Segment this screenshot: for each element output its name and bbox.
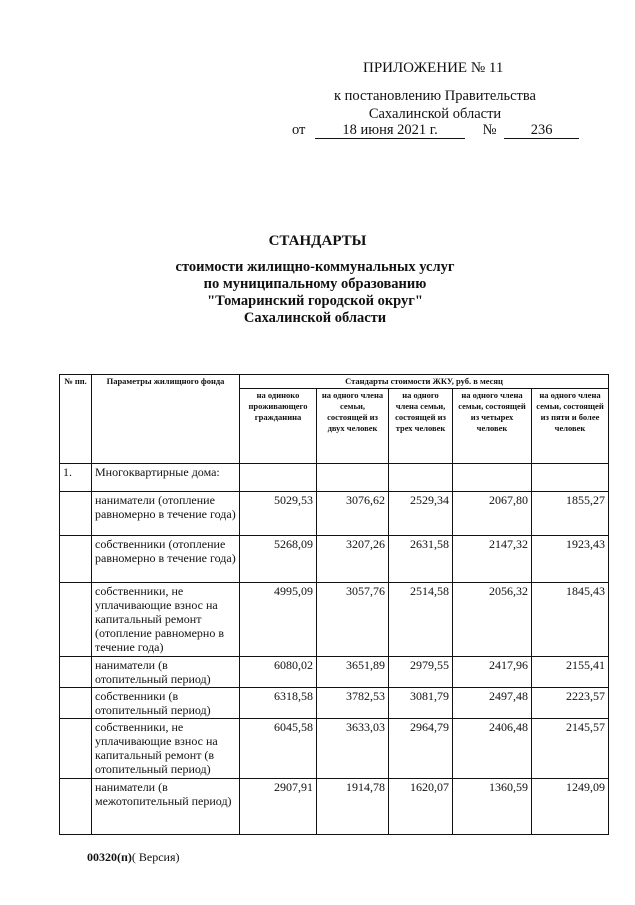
- standards-table: [59, 374, 609, 835]
- cell-value: 5029,53: [240, 492, 317, 536]
- section-label: Многоквартирные дома:: [92, 464, 240, 492]
- decree-date: 18 июня 2021 г.: [315, 122, 465, 139]
- cell-value: 2406,48: [453, 719, 532, 779]
- header-col-four: на одного члена семьи, состоящей из четырех человек: [453, 389, 532, 464]
- cell-value: 3633,03: [317, 719, 389, 779]
- cell-value: 1360,59: [453, 779, 532, 835]
- cell-value: 2529,34: [389, 492, 453, 536]
- cell-value: 3207,26: [317, 536, 389, 583]
- cell-value: 3081,79: [389, 688, 453, 719]
- decree-line: к постановлению Правительства: [334, 88, 536, 104]
- cell-value: 2907,91: [240, 779, 317, 835]
- row-label: собственники, не уплачивающие взнос на капитальный ремонт (в отопительный период): [92, 719, 240, 779]
- decree-date-row: [292, 122, 579, 139]
- cell-value: 2223,57: [532, 688, 609, 719]
- table-row: [60, 657, 609, 688]
- table-row: [60, 464, 609, 492]
- cell-value: 1923,43: [532, 536, 609, 583]
- document-version: ( Версия): [131, 850, 180, 864]
- cell-value: 2417,96: [453, 657, 532, 688]
- document-code: 00320(п): [87, 850, 132, 864]
- cell-value: 1845,43: [532, 583, 609, 657]
- cell-value: 2155,41: [532, 657, 609, 688]
- header-parameters: Параметры жилищного фонда: [92, 375, 240, 464]
- cell-value: 3651,89: [317, 657, 389, 688]
- cell-value: 2147,32: [453, 536, 532, 583]
- table-row: [60, 583, 609, 657]
- subtitle-line: "Томаринский городской округ": [207, 293, 423, 309]
- appendix-title: ПРИЛОЖЕНИЕ № 11: [363, 60, 504, 76]
- header-col-two: на одного члена семьи, состоящей из двух человек: [317, 389, 389, 464]
- number-prefix: №: [482, 122, 497, 138]
- cell-value: 1914,78: [317, 779, 389, 835]
- cell-value: 6318,58: [240, 688, 317, 719]
- cell-value: 5268,09: [240, 536, 317, 583]
- cell-value: 2497,48: [453, 688, 532, 719]
- cell-value: 2964,79: [389, 719, 453, 779]
- cell-value: 1249,09: [532, 779, 609, 835]
- header-standards-group: Стандарты стоимости ЖКУ, руб. в месяц: [240, 375, 609, 389]
- cell-value: 2067,80: [453, 492, 532, 536]
- document-footer: [87, 850, 180, 865]
- document-title: СТАНДАРТЫ: [268, 233, 367, 249]
- row-label: наниматели (в межотопительный период): [92, 779, 240, 835]
- cell-value: 1855,27: [532, 492, 609, 536]
- row-label: собственники (в отопительный период): [92, 688, 240, 719]
- cell-value: 2056,32: [453, 583, 532, 657]
- row-label: наниматели (отопление равномерно в течение года): [92, 492, 240, 536]
- row-label: собственники, не уплачивающие взнос на капитальный ремонт (отопление равномерно в течение года): [92, 583, 240, 657]
- cell-value: 3782,53: [317, 688, 389, 719]
- header-col-five: на одного члена семьи, состоящей из пяти и более человек: [532, 389, 609, 464]
- decree-line: Сахалинской области: [368, 106, 502, 122]
- cell-value: 2631,58: [389, 536, 453, 583]
- table-row: [60, 719, 609, 779]
- header-number: № пп.: [60, 375, 92, 464]
- cell-value: 3076,62: [317, 492, 389, 536]
- decree-number: 236: [504, 122, 579, 139]
- cell-value: 2979,55: [389, 657, 453, 688]
- cell-value: 4995,09: [240, 583, 317, 657]
- cell-value: 1620,07: [389, 779, 453, 835]
- decree-reference: [290, 87, 580, 123]
- date-prefix: от: [292, 122, 306, 138]
- row-index: 1.: [60, 464, 92, 492]
- cell-value: 2145,57: [532, 719, 609, 779]
- table-row: [60, 779, 609, 835]
- cell-value: 6080,02: [240, 657, 317, 688]
- subtitle-line: стоимости жилищно-коммунальных услуг: [175, 259, 455, 275]
- row-label: собственники (отопление равномерно в течение года): [92, 536, 240, 583]
- subtitle-line: по муниципальному образованию: [203, 276, 427, 292]
- document-subtitle: [150, 259, 480, 327]
- table-row: [60, 492, 609, 536]
- cell-value: 3057,76: [317, 583, 389, 657]
- header-col-three: на одного члена семьи, состоящей из трех человек: [389, 389, 453, 464]
- subtitle-line: Сахалинской области: [243, 310, 387, 326]
- cell-value: 6045,58: [240, 719, 317, 779]
- header-col-single: на одиноко проживающего гражданина: [240, 389, 317, 464]
- row-label: наниматели (в отопительный период): [92, 657, 240, 688]
- table-row: [60, 688, 609, 719]
- table-row: [60, 536, 609, 583]
- cell-value: 2514,58: [389, 583, 453, 657]
